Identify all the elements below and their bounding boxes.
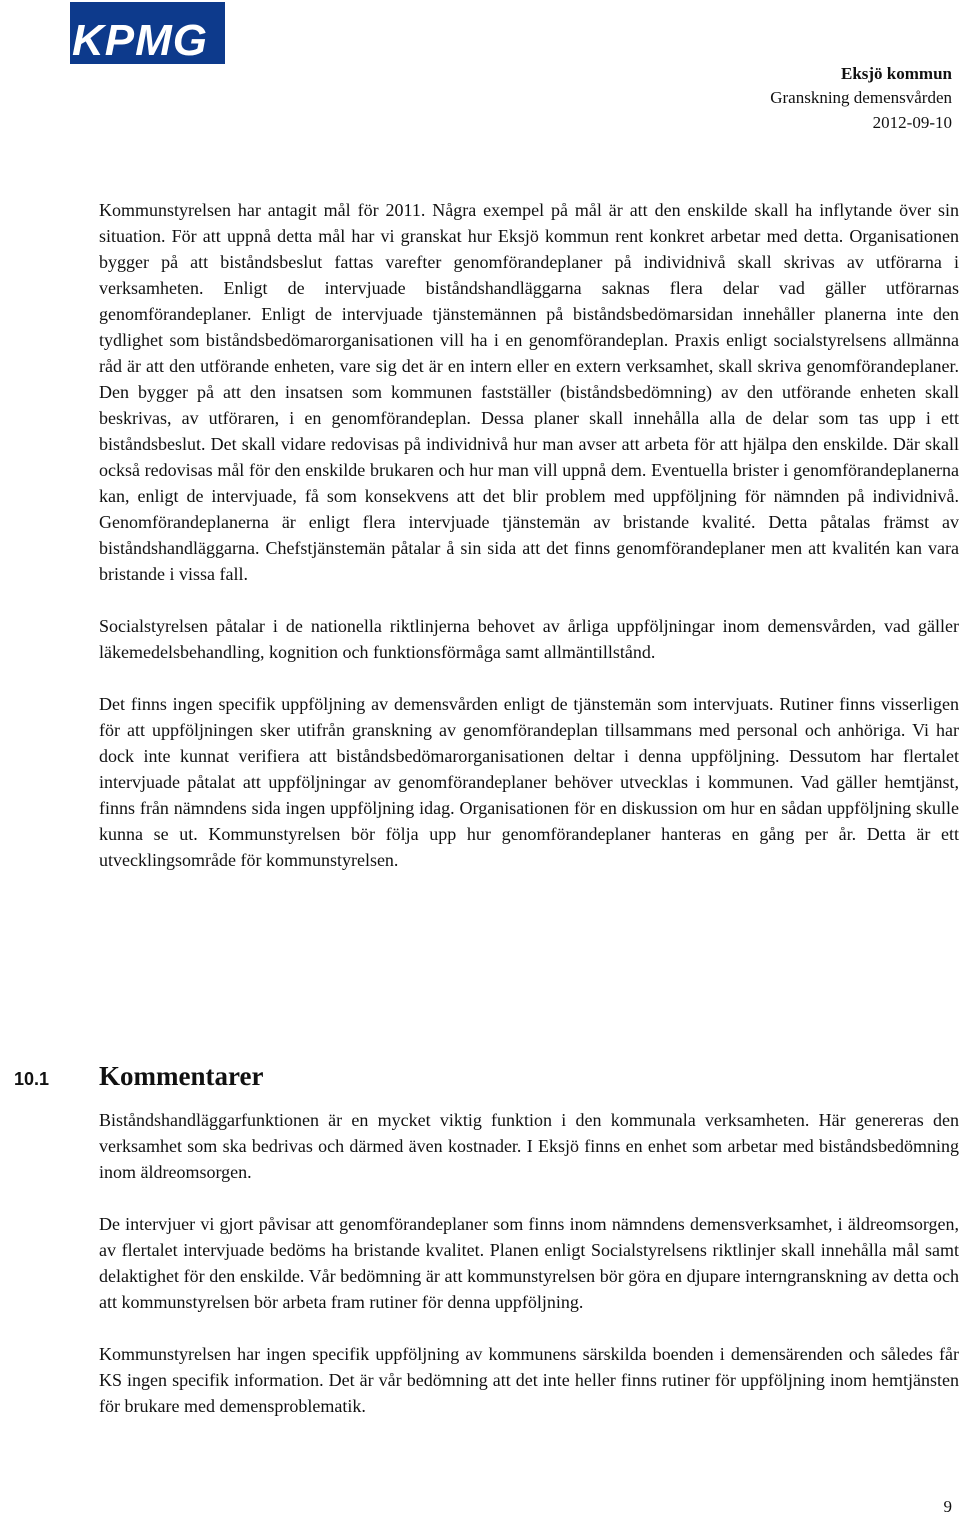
section-title: Kommentarer	[99, 1061, 264, 1091]
header-date: 2012-09-10	[872, 113, 952, 132]
paragraph: Det finns ingen specifik uppföljning av demensvården enligt de tjänstemän som intervjuats. Rutiner finns visserligen för att uppföljningen sker utifrån granskning av genomförandeplan tillsammans med personal och anhöriga. Vi har dock inte kunnat verifiera att biståndsbedömarorganisationen deltar i denna uppföljning. Dessutom har flertalet intervjuade påtalat att uppföljningar av genomförandeplaner behöver utvecklas i kommunen. Vad gäller hemtjänst, finns från nämndens sida ingen uppföljning idag. Organisationen för en diskussion om hur en sådan uppföljning skulle kunna se ut. Kommunstyrelsen bör följa upp hur genomförandeplaner hanteras en gång per år. Detta är ett utvecklingsområde för kommunstyrelsen.	[99, 694, 959, 870]
logo-text: KPMG	[72, 16, 208, 64]
page-number: 9	[943, 1497, 952, 1516]
kpmg-logo	[70, 2, 225, 64]
paragraph: Socialstyrelsen påtalar i de nationella riktlinjerna behovet av årliga uppföljningar inom demensvården, vad gäller läkemedelsbehandling, kognition och funktionsförmåga samt allmäntillstånd.	[99, 616, 959, 662]
paragraph: Kommunstyrelsen har ingen specifik uppföljning av kommunens särskilda boenden i demensärenden och således får KS ingen specifik information. Det är vår bedömning att det inte heller finns rutiner för uppföljning inom hemtjänsten för brukare med demensproblematik.	[99, 1344, 959, 1416]
section-heading	[0, 1061, 960, 1097]
section-body-text	[99, 1107, 959, 1445]
header-organization: Eksjö kommun	[840, 64, 952, 83]
body-text	[99, 197, 959, 899]
paragraph: Biståndshandläggarfunktionen är en mycket viktig funktion i den kommunala verksamheten. Här genereras den verksamhet som ska bedrivas och därmed även kostnader. I Eksjö finns en enhet som arbetar med biståndsbedömning inom äldreomsorgen.	[99, 1110, 959, 1182]
paragraph: De intervjuer vi gjort påvisar att genomförandeplaner som finns inom nämndens demensverksamhet, i äldreomsorgen, av flertalet intervjuade bedöms ha bristande kvalitet. Planen enligt Socialstyrelsens riktlinjer skall innehålla mål samt delaktighet för den enskilde. Vår bedömning är att kommunstyrelsen bör göra en djupare interngranskning av detta och att kommunstyrelsen bör arbeta fram rutiner för denna uppföljning.	[99, 1214, 959, 1312]
header-document-title: Granskning demensvården	[770, 88, 952, 107]
section-number: 10.1	[14, 1069, 50, 1089]
paragraph: Kommunstyrelsen har antagit mål för 2011. Några exempel på mål är att den enskilde skall ha inflytande över sin situation. För att uppnå detta mål har vi granskat hur Eksjö kommun rent konkret arbetar med detta. Organisationen bygger på att biståndsbeslut fattas varefter genomförandeplaner på individnivå skall skrivas av utförarna i verksamheten. Enligt de intervjuade biståndshandläggarna saknas flera delar vad gäller utförarnas genomförandeplaner. Enligt de intervjuade tjänstemännen på biståndsbedömarsidan innehåller planerna inte den tydlighet som biståndsbedömarorganisationen vill ha i en genomförandeplan. Praxis enligt socialstyrelsens allmänna råd är att den utförande enheten, vare sig det är en intern eller en extern verksamhet, skall skriva genomförandeplaner. Den bygger på att den insatsen som kommunen fastställer (biståndsbedömning) av den utförande enheten skall beskrivas, av utföraren, i en genomförandeplan. Dessa planer skall innehålla alla de delar som tas upp i ett biståndsbeslut. Det skall vidare redovisas på individnivå hur man avser att arbeta för att hjälpa den enskilde. Där skall också redovisas mål för den enskilde brukaren och hur man vill uppnå dem. Eventuella brister i genomförandeplanerna kan, enligt de intervjuade, få som konsekvens att det blir problem med uppföljning för nämnden på individnivå. Genomförandeplanerna är enligt flera intervjuade tjänstemän av bristande kvalité. Detta påtalas främst av biståndshandläggarna. Chefstjänstemän påtalar å sin sida att det finns genomförandeplaner men att kvalitén kan vara bristande i vissa fall.	[99, 200, 959, 584]
